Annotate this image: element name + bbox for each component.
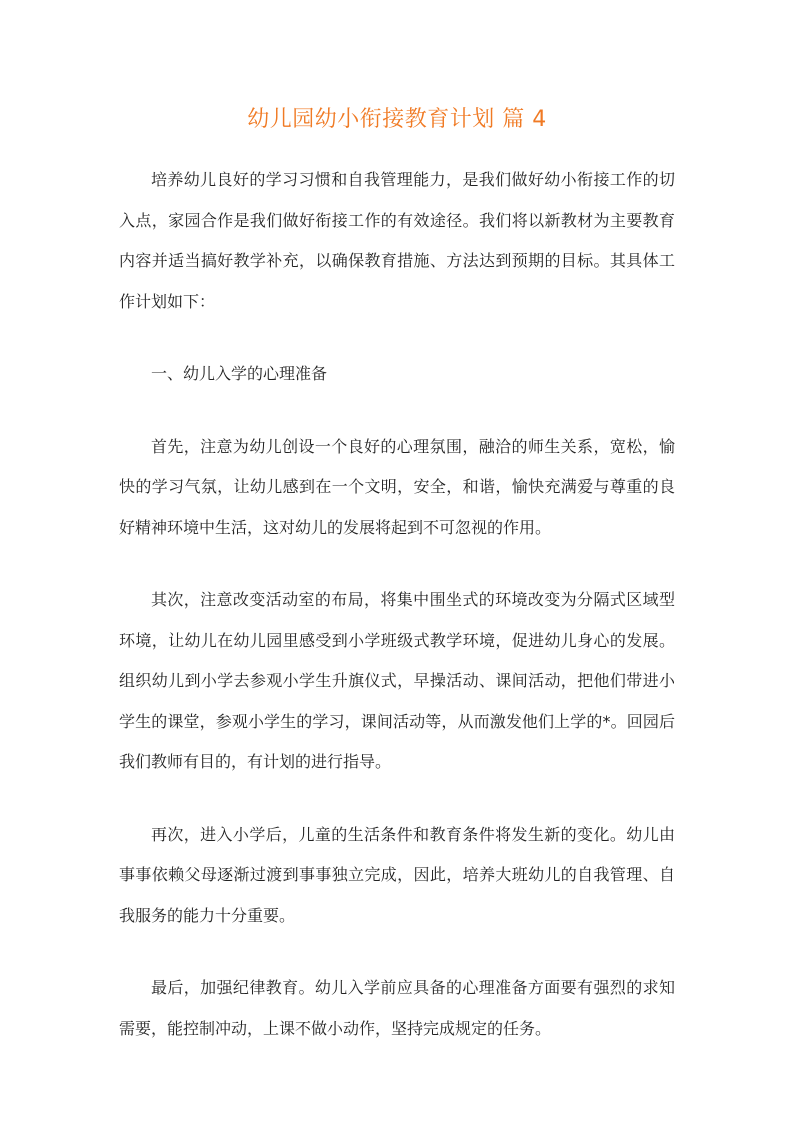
paragraph-second: 其次，注意改变活动室的布局，将集中围坐式的环境改变为分隔式区域型环境，让幼儿在幼儿园里感受到小学班级式教学环境，促进幼儿身心的发展。组织幼儿到小学去参观小学生升旗仪式，早操活动、课间活动，把他们带进小学生的课堂，参观小学生的学习，课间活动等，从而激发他们上学的*。回园后我们教师有目的，有计划的进行指导。 <box>119 590 675 771</box>
paragraph-third: 再次，进入小学后，儿童的生活条件和教育条件将发生新的变化。幼儿由事事依赖父母逐渐过渡到事事独立完成，因此，培养大班幼儿的自我管理、自我服务的能力十分重要。 <box>119 824 675 925</box>
section-heading: 一、幼儿入学的心理准备 <box>151 364 328 383</box>
intro-paragraph: 培养幼儿良好的学习习惯和自我管理能力，是我们做好幼小衔接工作的切入点，家园合作是我们做好衔接工作的有效途径。我们将以新教材为主要教育内容并适当搞好教学补充，以确保教育措施、方法达到预期的目标。其具体工作计划如下： <box>119 170 675 311</box>
document-title: 幼儿园幼小衔接教育计划 篇 4 <box>247 107 547 132</box>
paragraph-last: 最后，加强纪律教育。幼儿入学前应具备的心理准备方面要有强烈的求知需要，能控制冲动，上课不做小动作，坚持完成规定的任务。 <box>119 978 675 1038</box>
paragraph-first: 首先，注意为幼儿创设一个良好的心理氛围，融洽的师生关系，宽松，愉快的学习气氛，让幼儿感到在一个文明，安全，和谐，愉快充满爱与尊重的良好精神环境中生活，这对幼儿的发展将起到不可忽视的作用。 <box>119 436 675 537</box>
